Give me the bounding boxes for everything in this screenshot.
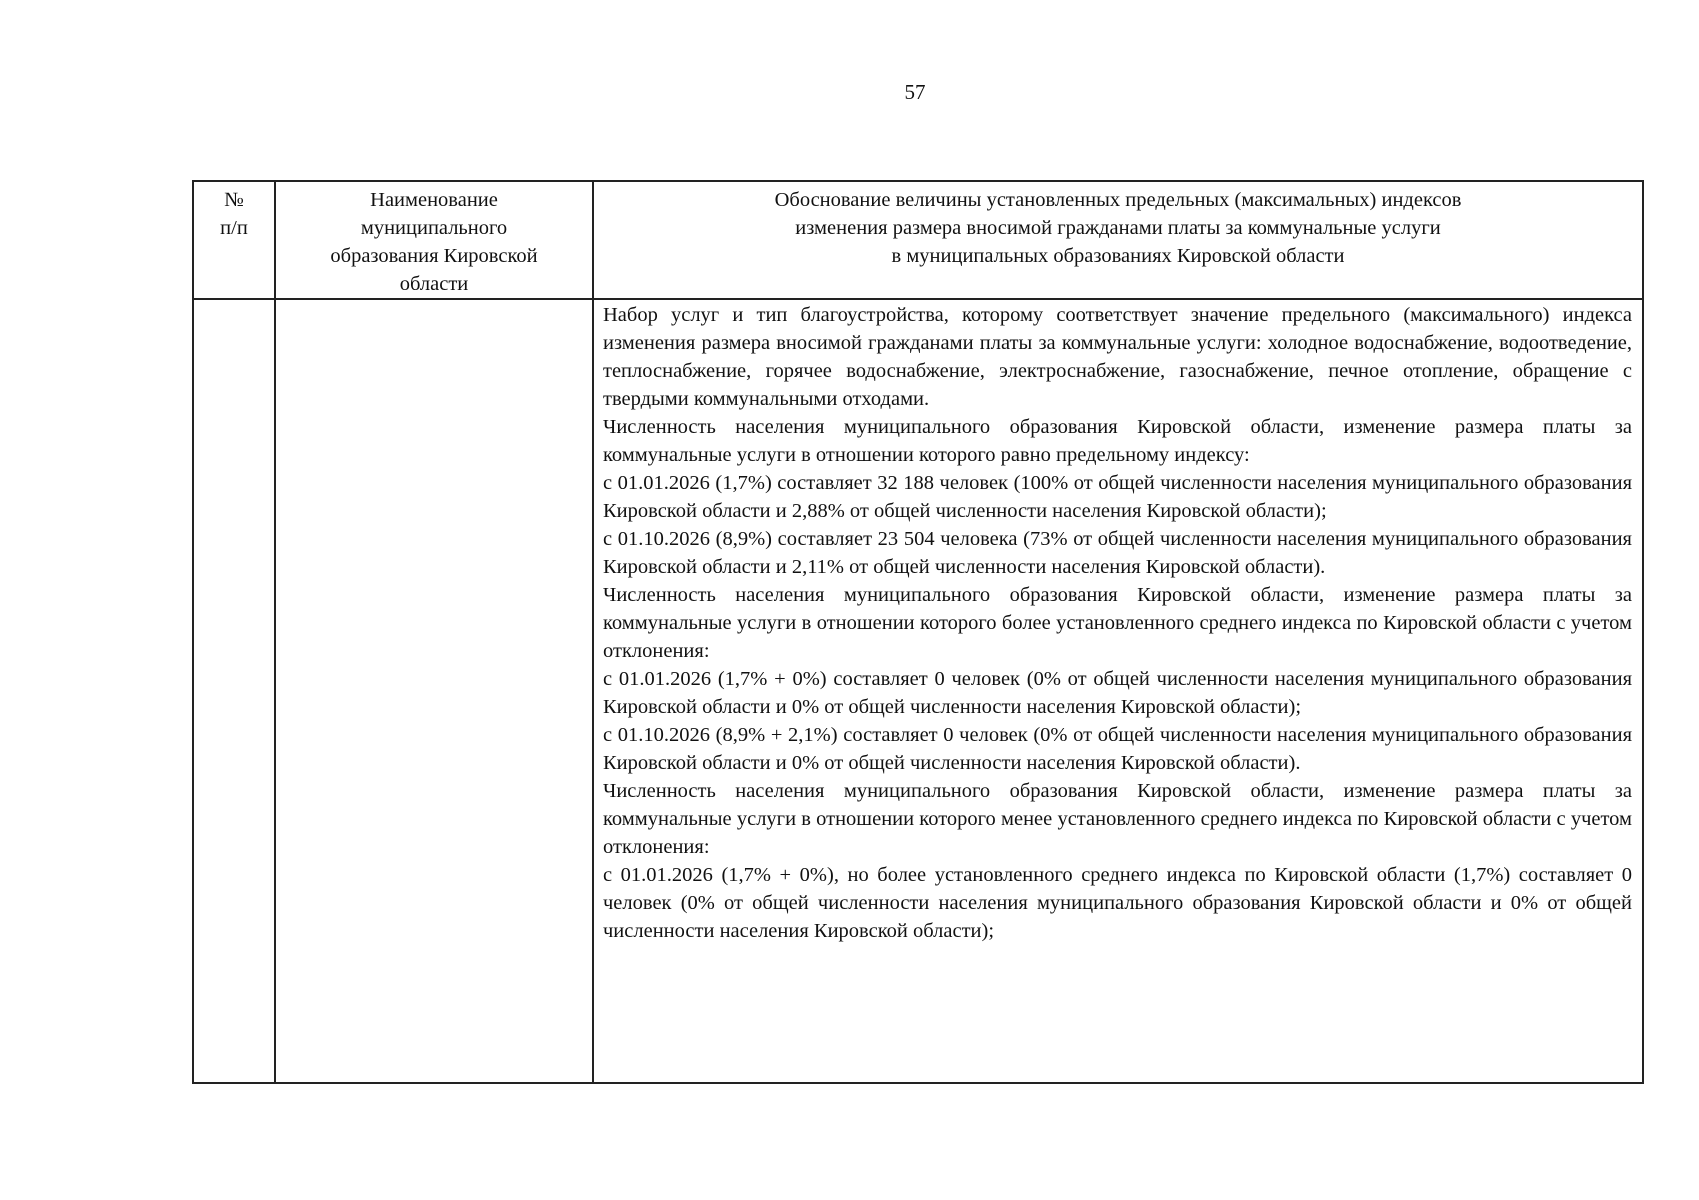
header-number (193, 181, 275, 299)
cell-number (193, 299, 275, 1083)
header-name-line: образования Кировской (330, 245, 538, 267)
header-justification-line: изменения размера вносимой гражданами платы за коммунальные услуги (795, 217, 1441, 239)
header-number-line: п/п (220, 217, 248, 239)
table-header-row (193, 181, 1643, 299)
header-number-line: № (224, 189, 244, 211)
justification-table (192, 180, 1644, 1084)
header-municipality-name (275, 181, 593, 299)
header-justification (593, 181, 1643, 299)
paragraph: Набор услуг и тип благоустройства, которому соответствует значение предельного (максимального) индекса изменения размера вносимой гражданами платы за коммунальные услуги: холодное водоснабжение, водоотведение, теплоснабжение, горячее водоснабжение, электроснабжение, газоснабжение, печное отопление, обращение с твердыми коммунальными отходами. (603, 304, 1632, 410)
header-name-line: Наименование (370, 189, 498, 211)
paragraph: с 01.01.2026 (1,7% + 0%), но более установленного среднего индекса по Кировской области (1,7%) составляет 0 человек (0% от общей численности населения муниципального образования Кировской области и 0% от общей численности населения Кировской области); (603, 864, 1632, 942)
cell-justification (593, 299, 1643, 1083)
paragraph: Численность населения муниципального образования Кировской области, изменение размера платы за коммунальные услуги в отношении которого менее установленного среднего индекса по Кировской области с учетом отклонения: (603, 780, 1632, 858)
paragraph: с 01.01.2026 (1,7%) составляет 32 188 человек (100% от общей численности населения муниципального образования Кировской области и 2,88% от общей численности населения Кировской области); (603, 472, 1632, 522)
paragraph: с 01.10.2026 (8,9% + 2,1%) составляет 0 человек (0% от общей численности населения муниципального образования Кировской области и 0% от общей численности населения Кировской области). (603, 724, 1632, 774)
paragraph: с 01.01.2026 (1,7% + 0%) составляет 0 человек (0% от общей численности населения муниципального образования Кировской области и 0% от общей численности населения Кировской области); (603, 668, 1632, 718)
header-justification-line: Обоснование величины установленных предельных (максимальных) индексов (774, 189, 1462, 211)
cell-municipality-name (275, 299, 593, 1083)
header-name-line: муниципального (360, 217, 508, 239)
paragraph: Численность населения муниципального образования Кировской области, изменение размера платы за коммунальные услуги в отношении которого более установленного среднего индекса по Кировской области с учетом отклонения: (603, 584, 1632, 662)
table-row (193, 299, 1643, 1083)
header-justification-line: в муниципальных образованиях Кировской области (891, 245, 1345, 267)
paragraph: Численность населения муниципального образования Кировской области, изменение размера платы за коммунальные услуги в отношении которого равно предельному индексу: (603, 416, 1632, 466)
header-name-line: области (399, 273, 469, 295)
paragraph: с 01.10.2026 (8,9%) составляет 23 504 человека (73% от общей численности населения муниципального образования Кировской области и 2,11% от общей численности населения Кировской области). (603, 528, 1632, 578)
page-number: 57 (904, 80, 926, 104)
